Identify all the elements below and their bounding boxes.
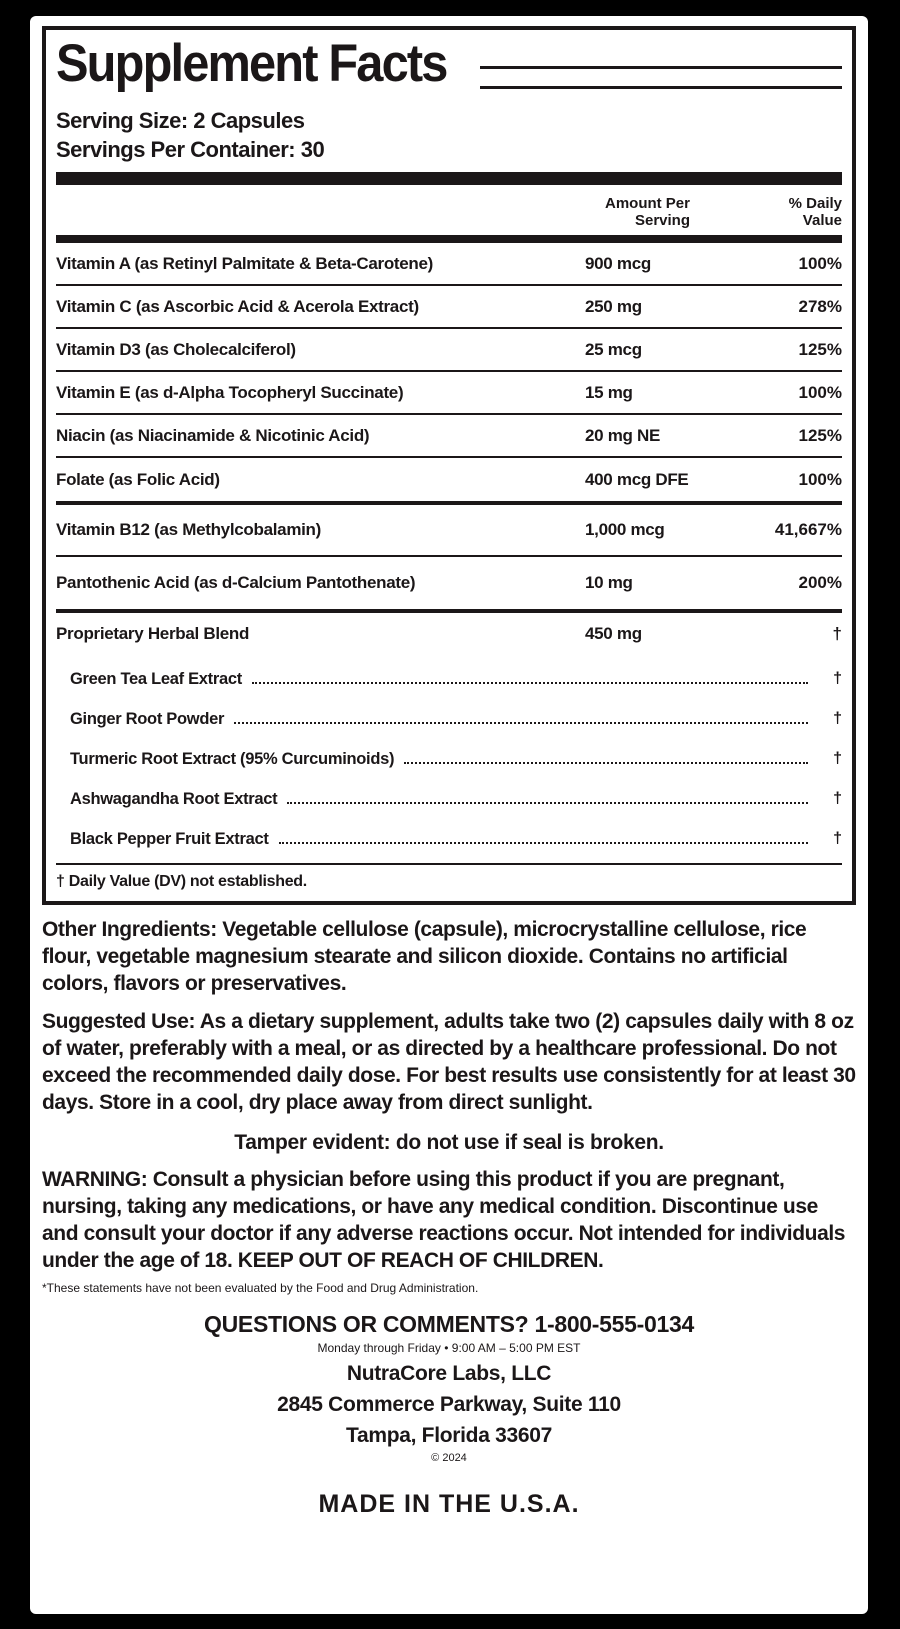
list-item: [56, 735, 842, 775]
blend-item-name: Green Tea Leaf Extract: [70, 670, 242, 688]
leader-dots: [279, 842, 808, 844]
servings-per-container: Servings Per Container: 30: [56, 137, 325, 162]
table-row: [56, 458, 842, 501]
nutrient-dv: 125%: [798, 339, 842, 359]
blend-item-name: Ginger Root Powder: [70, 710, 225, 728]
table-row: [56, 505, 842, 557]
table-row: [56, 415, 842, 458]
nutrient-dv: 100%: [798, 382, 842, 402]
other-ingredients-paragraph: Other Ingredients: Vegetable cellulose (capsule), microcrystalline cellulose, rice flour, vegetable magnesium stearate and silicon dioxide. Contains no artificial colors, flavors or preservatives.: [42, 918, 807, 995]
panel-title-row: [56, 32, 842, 106]
title-decor-rules: [480, 66, 842, 106]
blend-amount: 450 mg: [585, 624, 642, 643]
nutrient-name: Vitamin A (as Retinyl Palmitate & Beta-Carotene): [56, 253, 434, 273]
list-item: [56, 695, 842, 735]
blend-dv: †: [832, 624, 842, 643]
nutrient-dv: 278%: [798, 296, 842, 316]
table-row: [56, 329, 842, 372]
nutrient-amount: 10 mg: [585, 573, 633, 592]
footnote: † Daily Value (DV) not established.: [56, 873, 307, 890]
divider-medium: [56, 235, 842, 243]
table-row: [56, 372, 842, 415]
list-item: [56, 655, 842, 695]
dagger-mark: †: [833, 790, 842, 807]
decor-rule: [480, 86, 842, 89]
supplement-label: [30, 16, 868, 1614]
list-item: [56, 815, 842, 855]
divider-thick: [56, 172, 842, 185]
leader-dots: [252, 682, 808, 684]
nutrient-amount: 250 mg: [585, 296, 642, 316]
list-item: [56, 775, 842, 815]
dagger-mark: †: [833, 670, 842, 687]
nutrient-name: Folate (as Folic Acid): [56, 469, 220, 489]
leader-dots: [287, 802, 808, 804]
supplement-facts-panel: [42, 26, 856, 905]
fda-disclaimer: *These statements have not been evaluated by the Food and Drug Administration.: [42, 1281, 479, 1295]
blend-header-row: [56, 613, 842, 655]
contact-hours: Monday through Friday • 9:00 AM – 5:00 PM EST: [317, 1341, 581, 1355]
nutrient-section-b: [56, 505, 842, 609]
table-row: [56, 557, 842, 609]
made-in-usa-line: MADE IN THE U.S.A.: [318, 1490, 580, 1518]
contact-block: [42, 1311, 856, 1464]
leader-dots: [234, 722, 808, 724]
nutrient-amount: 15 mg: [585, 382, 633, 402]
nutrient-name: Niacin (as Niacinamide & Nicotinic Acid): [56, 425, 370, 445]
company-name: NutraCore Labs, LLC: [346, 1362, 552, 1385]
company-address: 2845 Commerce Parkway, Suite 110: [277, 1393, 621, 1416]
nutrient-amount: 900 mcg: [585, 253, 651, 273]
nutrient-dv: 200%: [798, 573, 842, 592]
nutrient-dv: 125%: [798, 425, 842, 445]
nutrient-dv: 100%: [798, 253, 842, 273]
nutrient-name: Pantothenic Acid (as d-Calcium Pantothenate): [56, 573, 416, 592]
nutrient-amount: 400 mcg DFE: [585, 469, 689, 489]
panel-title: Supplement Facts: [56, 34, 447, 93]
decor-rule: [480, 66, 842, 69]
nutrient-name: Vitamin B12 (as Methylcobalamin): [56, 520, 321, 539]
nutrient-section-a: [56, 243, 842, 501]
company-city: Tampa, Florida 33607: [345, 1424, 553, 1447]
nutrient-amount: 25 mcg: [585, 339, 642, 359]
nutrient-amount: 1,000 mcg: [585, 520, 665, 539]
blend-items: [56, 655, 842, 855]
nutrient-name: Vitamin D3 (as Cholecalciferol): [56, 339, 296, 359]
contact-headline: QUESTIONS OR COMMENTS? 1-800-555-0134: [204, 1311, 694, 1337]
tamper-evident-line: Tamper evident: do not use if seal is broken.: [234, 1131, 664, 1154]
table-row: [56, 286, 842, 329]
dagger-mark: †: [833, 750, 842, 767]
col-header-amount: Amount Per Serving: [604, 195, 690, 229]
copyright-line: © 2024: [431, 1452, 467, 1464]
nutrient-dv: 41,667%: [774, 520, 842, 539]
dagger-mark: †: [833, 710, 842, 727]
blend-name: Proprietary Herbal Blend: [56, 624, 250, 643]
blend-item-name: Ashwagandha Root Extract: [70, 790, 278, 808]
column-headers: [56, 185, 842, 235]
table-row: [56, 243, 842, 286]
nutrient-dv: 100%: [798, 469, 842, 489]
suggested-use-paragraph: Suggested Use: As a dietary supplement, adults take two (2) capsules daily with 8 oz of water, preferably with a meal, or as directed by a healthcare professional. Do not exceed the recommended daily dose. For best results use consistently for at least 30 days. Store in a cool, dry place away from direct sunlight.: [42, 1010, 856, 1114]
nutrient-amount: 20 mg NE: [585, 425, 661, 445]
dagger-mark: †: [833, 830, 842, 847]
col-header-dv: % Daily Value: [788, 195, 842, 229]
serving-size: Serving Size: 2 Capsules: [56, 108, 305, 133]
blend-item-name: Black Pepper Fruit Extract: [70, 830, 269, 848]
nutrient-name: Vitamin E (as d-Alpha Tocopheryl Succinate): [56, 382, 404, 402]
warning-paragraph: WARNING: Consult a physician before using this product if you are pregnant, nursing, taking any medications, or have any medical condition. Discontinue use and consult your doctor if any adverse reactions occur. Not intended for individuals under the age of 18. KEEP OUT OF REACH OF CHILDREN.: [42, 1168, 846, 1272]
leader-dots: [404, 762, 808, 764]
blend-item-name: Turmeric Root Extract (95% Curcuminoids): [70, 750, 395, 768]
nutrient-name: Vitamin C (as Ascorbic Acid & Acerola Extract): [56, 296, 419, 316]
